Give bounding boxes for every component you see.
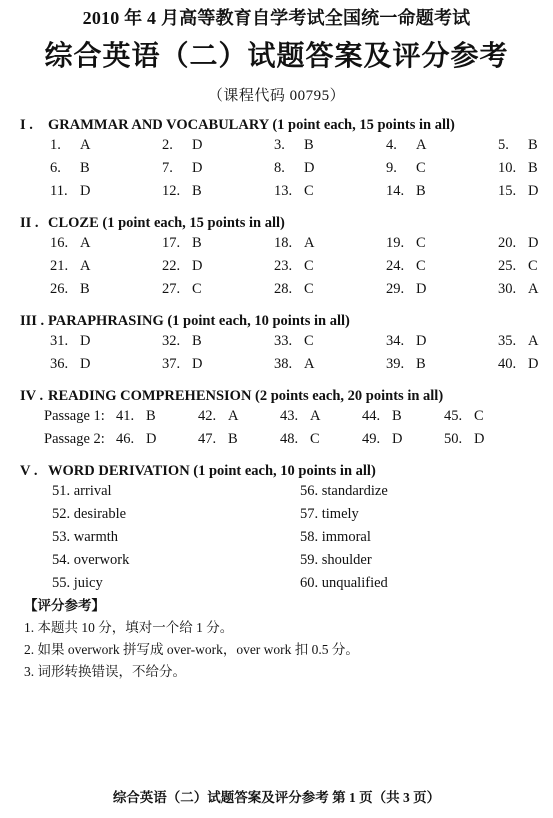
derivation-answer: 54. overwork [52,552,130,568]
question-number: 13. [274,183,293,199]
answer-item [50,157,162,180]
question-number: 7. [162,160,173,176]
answer-letter: D [146,431,157,447]
answer-letter: D [528,356,539,372]
passage-label: Passage 1: [44,408,105,424]
answer-letter: D [80,356,91,372]
answer-item [274,134,386,157]
answer-letter: C [528,258,538,274]
answer-item [116,405,198,428]
passage-row [44,405,541,428]
exam-subtitle: 2010 年 4 月高等教育自学考试全国统一命题考试 [82,8,471,28]
section-reading-comprehension [20,388,541,451]
question-number: 29. [386,281,405,297]
question-number: 19. [386,235,405,251]
answer-letter: C [416,160,426,176]
question-number: 16. [50,235,69,251]
answer-item [162,180,274,203]
question-number: 4. [386,137,397,153]
answer-item [274,255,386,278]
answer-letter: A [304,235,315,251]
answer-letter: D [416,333,427,349]
scoring-note: 2. 如果 overwork 拼写成 over-work，over work 扣 0.5 分。 [24,642,359,657]
question-number: 9. [386,160,397,176]
question-number: 46. [116,431,135,447]
answer-item [386,330,498,353]
answer-item [386,232,498,255]
answer-item [498,232,553,255]
answer-item [498,157,553,180]
question-number: 12. [162,183,181,199]
answer-item [50,255,162,278]
section-title: PARAPHRASING (1 point each, 10 points in all) [48,313,350,329]
page-footer: 综合英语（二）试题答案及评分参考 第 1 页（共 3 页） [112,790,441,805]
document-title: 综合英语（二）试题答案及评分参考 [44,41,509,72]
section-word-derivation [20,463,541,595]
answer-item [274,278,386,301]
answer-item [498,278,553,301]
answer-item [274,330,386,353]
question-number: 36. [50,356,69,372]
answer-letter: C [304,258,314,274]
answer-item [50,278,162,301]
answer-letter: C [304,333,314,349]
question-number: 45. [444,408,463,424]
question-number: 6. [50,160,61,176]
answer-letter: C [310,431,320,447]
answer-letter: D [192,356,203,372]
answer-item [274,232,386,255]
section-heading [20,463,541,480]
answer-item [162,255,274,278]
question-number: 18. [274,235,293,251]
answer-letter: B [416,183,426,199]
passage-label: Passage 2: [44,431,105,447]
answer-item [162,278,274,301]
scoring-notes-heading: 【评分参考】 [24,598,105,613]
section-grammar-vocabulary [20,117,541,203]
section-title: READING COMPREHENSION (2 points each, 20 points in all) [48,388,444,404]
answer-letter: B [192,183,202,199]
answer-letter: B [528,160,538,176]
section-cloze [20,215,541,301]
question-number: 42. [198,408,217,424]
question-number: 32. [162,333,181,349]
answer-letter: C [474,408,484,424]
derivation-answer: 57. timely [300,506,359,522]
section-heading [20,117,541,134]
question-number: 3. [274,137,285,153]
answer-item [386,134,498,157]
answer-item [274,353,386,376]
answer-letter: A [304,356,315,372]
answer-letter: B [528,137,538,153]
answer-letter: C [416,235,426,251]
question-number: 21. [50,258,69,274]
question-number: 14. [386,183,405,199]
section-number: IV . [20,388,44,404]
answer-letter: D [416,281,427,297]
question-number: 26. [50,281,69,297]
derivation-answer: 58. immoral [300,529,371,545]
question-number: 35. [498,333,517,349]
answer-item [162,232,274,255]
answer-item [362,428,444,451]
answer-item [50,353,162,376]
question-number: 17. [162,235,181,251]
question-number: 24. [386,258,405,274]
passage-answers [20,405,541,451]
answer-letter: A [80,258,91,274]
answer-item [498,180,553,203]
answer-item [444,428,526,451]
answer-grid [50,330,541,376]
section-number: III . [20,313,45,329]
answer-item [386,180,498,203]
question-number: 40. [498,356,517,372]
section-title: GRAMMAR AND VOCABULARY (1 point each, 15 points in all) [48,117,455,133]
answer-letter: C [304,281,314,297]
question-number: 22. [162,258,181,274]
question-number: 33. [274,333,293,349]
derivation-answer: 52. desirable [52,506,127,522]
question-number: 49. [362,431,381,447]
scoring-note: 1. 本题共 10 分，填对一个给 1 分。 [24,620,234,635]
question-number: 23. [274,258,293,274]
question-number: 30. [498,281,517,297]
passage-row [44,428,541,451]
question-number: 11. [50,183,68,199]
answer-letter: D [392,431,403,447]
question-number: 37. [162,356,181,372]
course-code: （课程代码 00795） [207,88,346,104]
answer-item [162,157,274,180]
answer-item [498,134,553,157]
answer-letter: B [146,408,156,424]
question-number: 28. [274,281,293,297]
answer-letter: D [528,235,539,251]
question-number: 47. [198,431,217,447]
answer-letter: D [474,431,485,447]
answer-item [498,330,553,353]
answer-letter: A [416,137,427,153]
answer-item [498,255,553,278]
derivation-answer: 60. unqualified [300,575,388,591]
answer-letter: B [80,160,90,176]
answer-item [198,428,280,451]
derivation-answer: 55. juicy [52,575,103,591]
answer-item [50,232,162,255]
question-number: 25. [498,258,517,274]
answer-item [162,330,274,353]
question-number: 1. [50,137,61,153]
answer-item [386,157,498,180]
section-heading [20,388,541,405]
question-number: 2. [162,137,173,153]
scoring-note: 3. 词形转换错误，不给分。 [24,664,186,679]
answer-letter: D [192,160,203,176]
section-heading [20,215,541,232]
question-number: 38. [274,356,293,372]
answer-item [274,180,386,203]
answer-item [386,278,498,301]
answer-letter: D [80,183,91,199]
derivation-answer: 53. warmth [52,529,119,545]
answer-letter: B [228,431,238,447]
answer-letter: B [416,356,426,372]
question-number: 15. [498,183,517,199]
question-number: 5. [498,137,509,153]
scoring-notes [24,595,553,683]
answer-letter: C [416,258,426,274]
section-number: V . [20,463,38,479]
question-number: 20. [498,235,517,251]
answer-letter: B [304,137,314,153]
answer-item [280,405,362,428]
answer-letter: A [310,408,321,424]
answer-item [362,405,444,428]
answer-item [50,180,162,203]
question-number: 50. [444,431,463,447]
answer-grid [50,232,541,301]
answer-item [162,134,274,157]
answer-letter: A [80,235,91,251]
question-number: 44. [362,408,381,424]
question-number: 41. [116,408,135,424]
question-number: 48. [280,431,299,447]
section-heading [20,313,541,330]
answer-letter: C [304,183,314,199]
question-number: 34. [386,333,405,349]
question-number: 43. [280,408,299,424]
question-number: 8. [274,160,285,176]
answer-item [198,405,280,428]
answer-letter: B [392,408,402,424]
question-number: 10. [498,160,517,176]
answer-letter: A [528,333,539,349]
question-number: 39. [386,356,405,372]
answer-item [386,255,498,278]
answer-letter: B [192,235,202,251]
answer-letter: D [80,333,91,349]
answer-letter: D [192,258,203,274]
answer-item [50,134,162,157]
answer-letter: D [528,183,539,199]
answer-item [116,428,198,451]
document-header [0,0,553,105]
section-paraphrasing [20,313,541,376]
answer-letter: D [304,160,315,176]
question-number: 31. [50,333,69,349]
answer-letter: C [192,281,202,297]
answer-item [280,428,362,451]
answer-item [498,353,553,376]
section-number: I . [20,117,33,133]
answer-letter: D [192,137,203,153]
section-title: WORD DERIVATION (1 point each, 10 points in all) [48,463,376,479]
answer-item [444,405,526,428]
derivation-answer: 59. shoulder [300,552,372,568]
derivation-answer: 56. standardize [300,483,388,499]
answer-letter: A [528,281,539,297]
answer-grid [50,134,541,203]
answer-letter: B [80,281,90,297]
answer-item [162,353,274,376]
answer-item [274,157,386,180]
answer-letter: A [80,137,91,153]
section-title: CLOZE (1 point each, 15 points in all) [48,215,285,231]
section-number: II . [20,215,39,231]
word-derivation-answers [52,480,541,595]
answer-item [386,353,498,376]
derivation-answer: 51. arrival [52,483,112,499]
answer-letter: B [192,333,202,349]
answer-letter: A [228,408,239,424]
question-number: 27. [162,281,181,297]
answer-item [50,330,162,353]
